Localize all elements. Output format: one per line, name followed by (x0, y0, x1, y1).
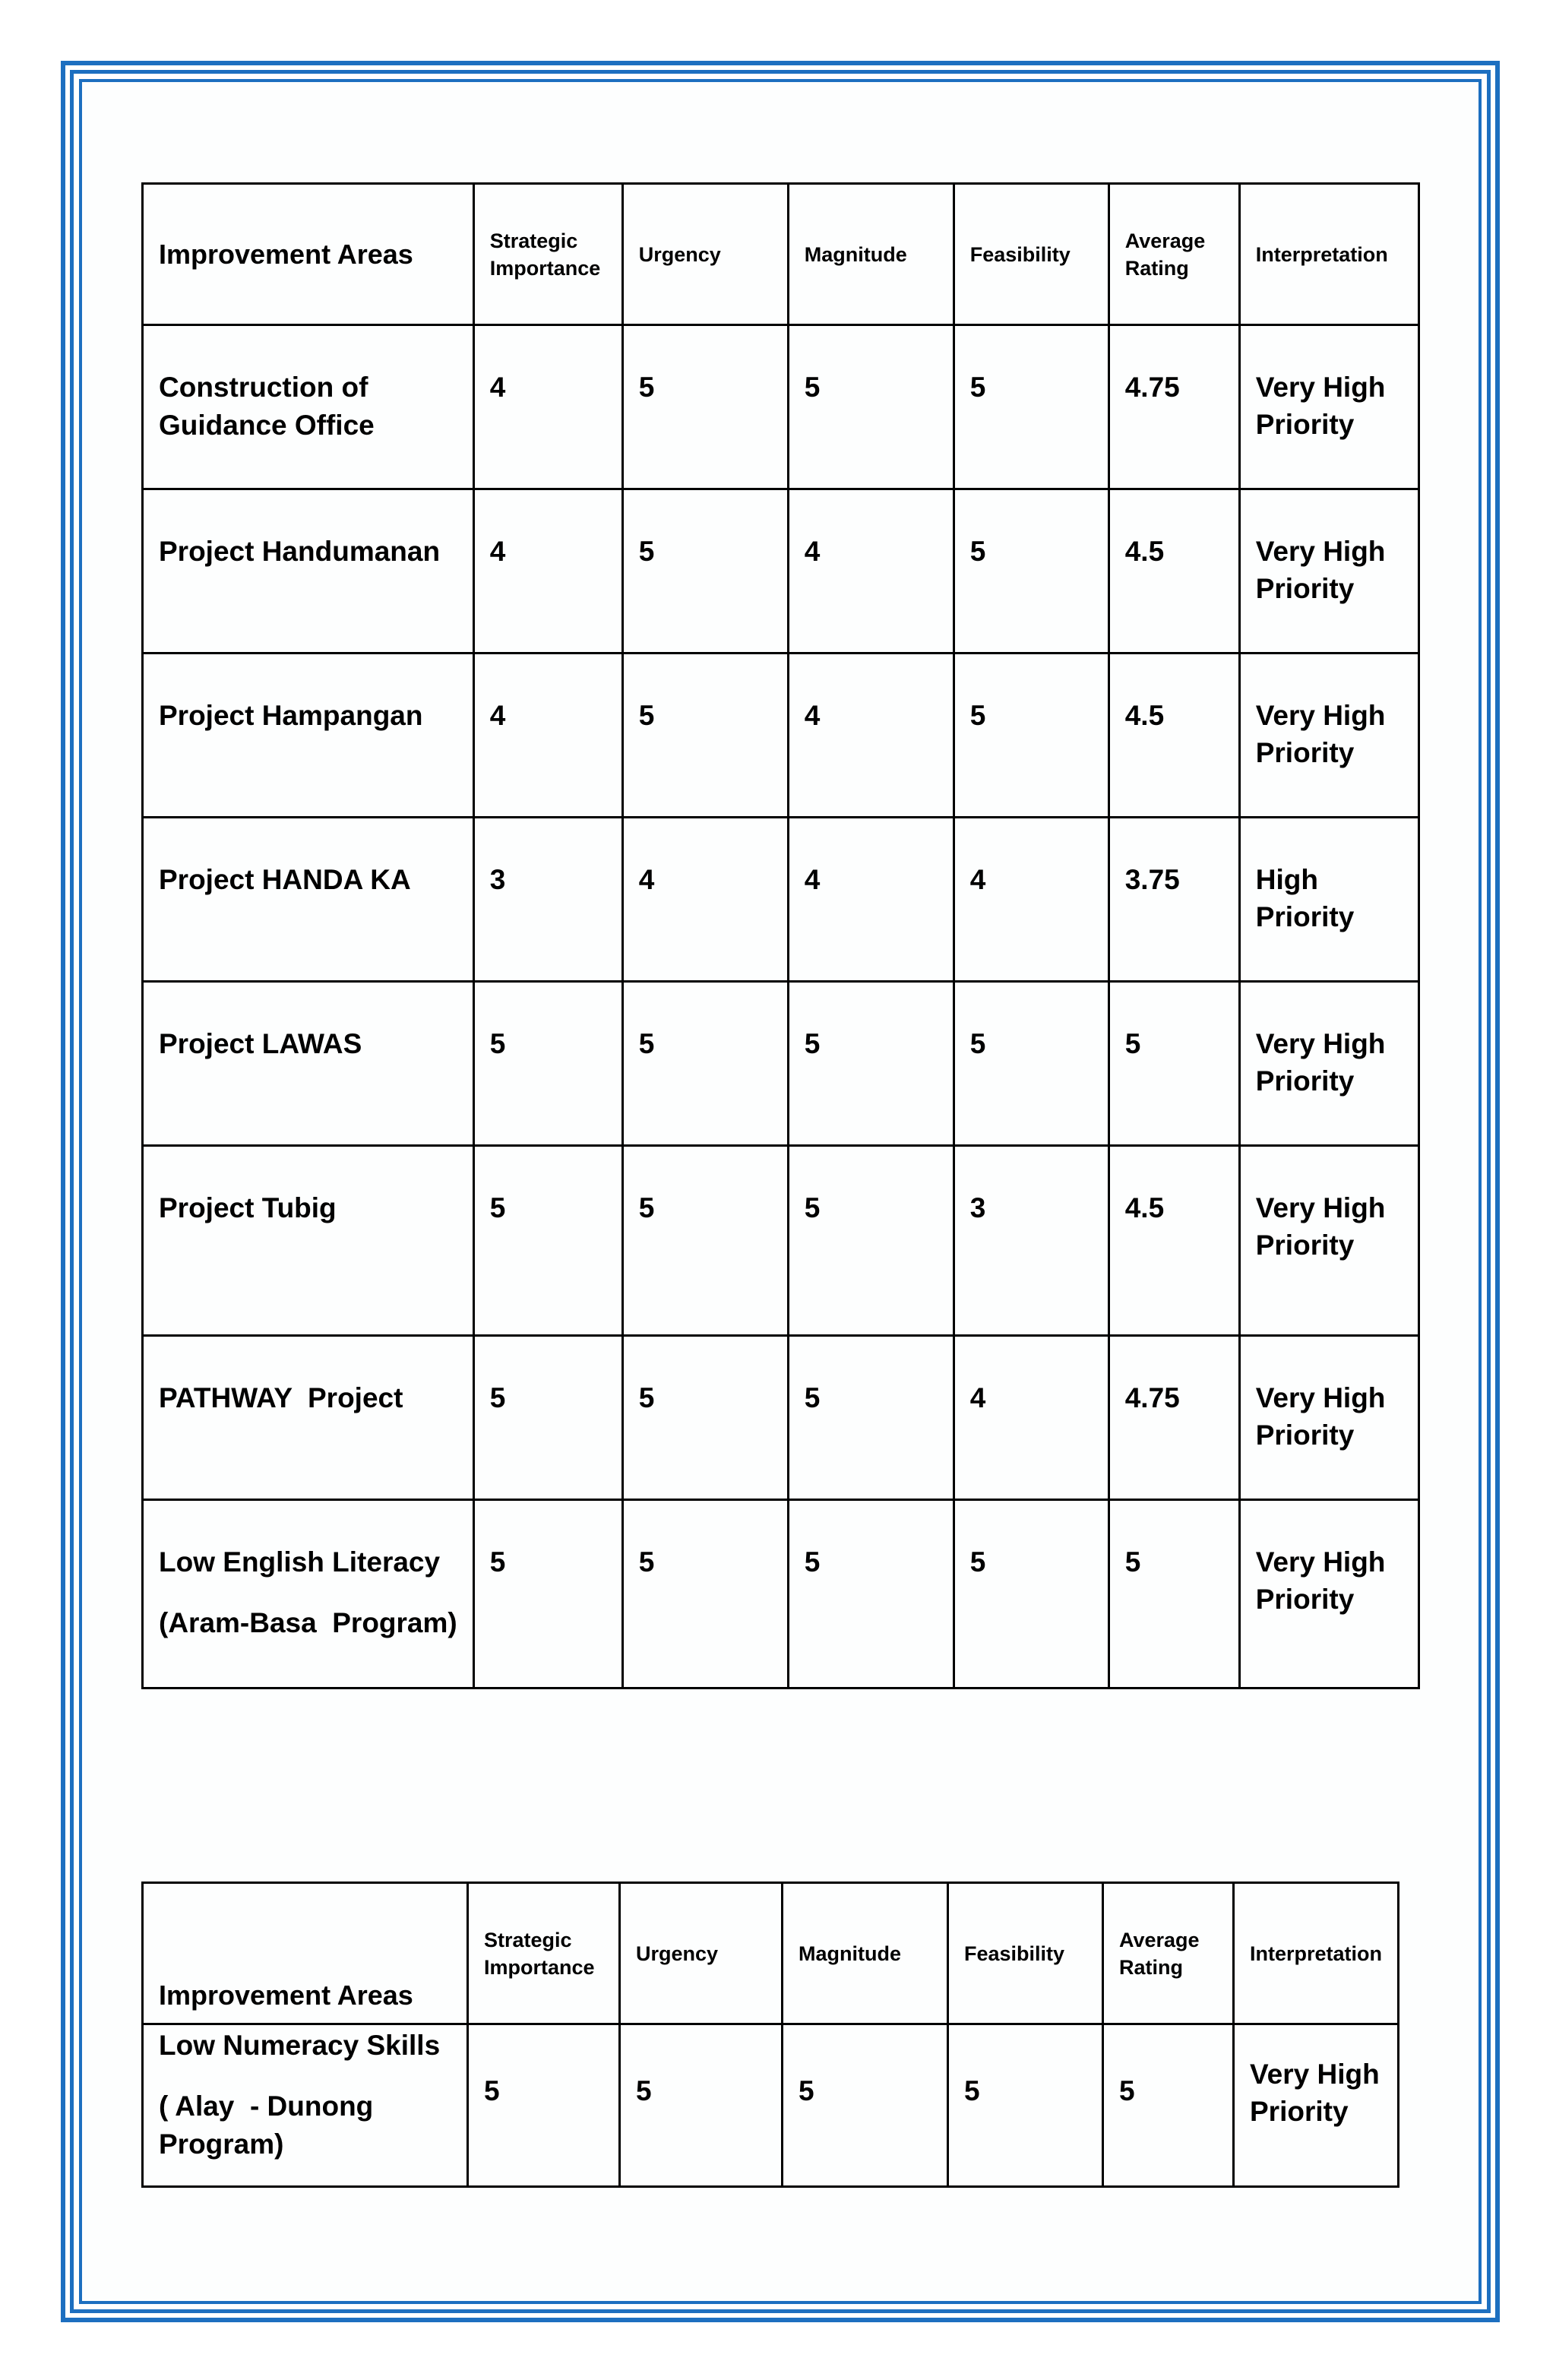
cell-strategic-importance: 5 (473, 1146, 622, 1336)
cell-feasibility: 5 (948, 2024, 1103, 2187)
header-strategic-importance: Strategic Importance (473, 184, 622, 325)
cell-feasibility: 5 (954, 489, 1108, 654)
header-improvement-areas: Improvement Areas (143, 1883, 468, 2024)
cell-magnitude: 4 (788, 818, 954, 982)
improvement-area-program: (Aram-Basa Program) (159, 1607, 457, 1638)
cell-strategic-importance: 4 (473, 489, 622, 654)
cell-average-rating: 4.75 (1108, 325, 1239, 489)
cell-feasibility: 4 (954, 818, 1108, 982)
table-header-row (143, 184, 1419, 325)
improvement-area-title: Low English Literacy (159, 1546, 441, 1578)
table-row (143, 654, 1419, 818)
table-row (143, 489, 1419, 654)
improvement-area-title: Low Numeracy Skills (159, 2030, 441, 2061)
table-row (143, 2024, 1399, 2187)
cell-feasibility: 4 (954, 1336, 1108, 1500)
cell-urgency: 5 (622, 1146, 788, 1336)
cell-magnitude: 5 (788, 1500, 954, 1688)
cell-magnitude: 5 (788, 1146, 954, 1336)
table-row (143, 818, 1419, 982)
cell-average-rating: 5 (1108, 1500, 1239, 1688)
header-average-rating: Average Rating (1108, 184, 1239, 325)
cell-urgency: 5 (622, 1336, 788, 1500)
cell-urgency: 5 (622, 982, 788, 1146)
cell-feasibility: 5 (954, 982, 1108, 1146)
cell-improvement-area (143, 2024, 468, 2187)
cell-urgency: 5 (622, 1500, 788, 1688)
cell-average-rating: 4.5 (1108, 1146, 1239, 1336)
cell-urgency: 5 (622, 325, 788, 489)
cell-average-rating: 4.5 (1108, 489, 1239, 654)
cell-improvement-area: Project Handumanan (143, 489, 474, 654)
header-interpretation: Interpretation (1234, 1883, 1399, 2024)
improvement-area-program: ( Alay - Dunong Program) (159, 2090, 381, 2160)
cell-improvement-area: Project Hampangan (143, 654, 474, 818)
cell-urgency: 5 (622, 654, 788, 818)
cell-feasibility: 5 (954, 654, 1108, 818)
cell-magnitude: 5 (788, 325, 954, 489)
cell-interpretation: Very High Priority (1239, 1336, 1418, 1500)
cell-average-rating: 3.75 (1108, 818, 1239, 982)
header-interpretation: Interpretation (1239, 184, 1418, 325)
cell-interpretation: Very High Priority (1234, 2024, 1399, 2187)
cell-strategic-importance: 5 (473, 1336, 622, 1500)
header-average-rating: Average Rating (1103, 1883, 1234, 2024)
header-strategic-importance: Strategic Importance (468, 1883, 620, 2024)
table-header-row (143, 1883, 1399, 2024)
priority-table (141, 182, 1420, 1689)
cell-strategic-importance: 5 (473, 1500, 622, 1688)
cell-interpretation: Very High Priority (1239, 1500, 1418, 1688)
cell-strategic-importance: 4 (473, 654, 622, 818)
cell-urgency: 5 (620, 2024, 783, 2187)
cell-improvement-area: Project HANDA KA (143, 818, 474, 982)
cell-improvement-area: Construction of Guidance Office (143, 325, 474, 489)
table-row (143, 1336, 1419, 1500)
cell-feasibility: 5 (954, 1500, 1108, 1688)
cell-improvement-area: Project LAWAS (143, 982, 474, 1146)
cell-magnitude: 4 (788, 654, 954, 818)
cell-average-rating: 5 (1103, 2024, 1234, 2187)
header-improvement-areas: Improvement Areas (143, 184, 474, 325)
cell-strategic-importance: 5 (468, 2024, 620, 2187)
cell-feasibility: 3 (954, 1146, 1108, 1336)
cell-magnitude: 5 (783, 2024, 948, 2187)
cell-strategic-importance: 3 (473, 818, 622, 982)
cell-improvement-area: Project Tubig (143, 1146, 474, 1336)
cell-interpretation: Very High Priority (1239, 654, 1418, 818)
cell-improvement-area: PATHWAY Project (143, 1336, 474, 1500)
cell-average-rating: 4.5 (1108, 654, 1239, 818)
table-row (143, 1146, 1419, 1336)
cell-urgency: 4 (622, 818, 788, 982)
cell-average-rating: 4.75 (1108, 1336, 1239, 1500)
cell-interpretation: Very High Priority (1239, 982, 1418, 1146)
cell-magnitude: 5 (788, 982, 954, 1146)
cell-interpretation: Very High Priority (1239, 1146, 1418, 1336)
table-row (143, 982, 1419, 1146)
header-magnitude: Magnitude (783, 1883, 948, 2024)
cell-urgency: 5 (622, 489, 788, 654)
header-magnitude: Magnitude (788, 184, 954, 325)
header-feasibility: Feasibility (948, 1883, 1103, 2024)
table-row (143, 1500, 1419, 1688)
numeracy-table (141, 1882, 1399, 2188)
cell-improvement-area (143, 1500, 474, 1688)
header-urgency: Urgency (622, 184, 788, 325)
cell-feasibility: 5 (954, 325, 1108, 489)
cell-magnitude: 4 (788, 489, 954, 654)
cell-interpretation: Very High Priority (1239, 325, 1418, 489)
cell-strategic-importance: 4 (473, 325, 622, 489)
header-urgency: Urgency (620, 1883, 783, 2024)
cell-magnitude: 5 (788, 1336, 954, 1500)
cell-interpretation: Very High Priority (1239, 489, 1418, 654)
cell-interpretation: High Priority (1239, 818, 1418, 982)
header-feasibility: Feasibility (954, 184, 1108, 325)
table-row (143, 325, 1419, 489)
cell-strategic-importance: 5 (473, 982, 622, 1146)
cell-average-rating: 5 (1108, 982, 1239, 1146)
